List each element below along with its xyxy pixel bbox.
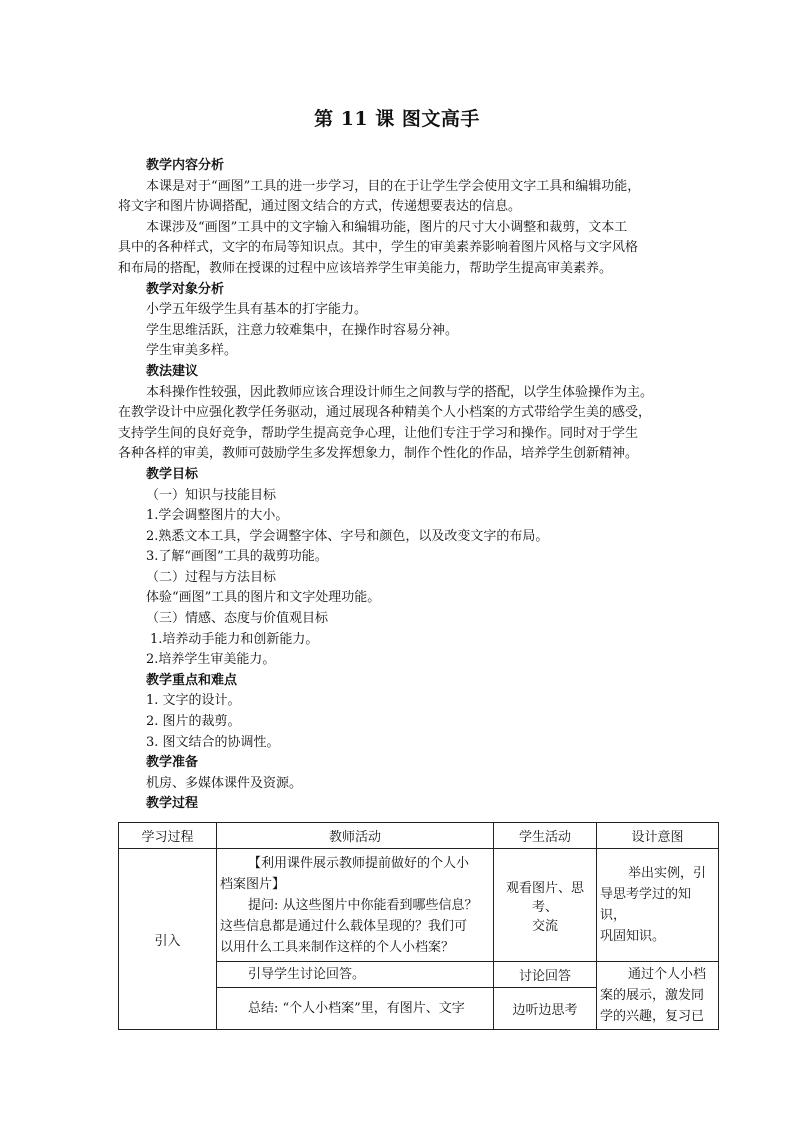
paragraph-line: 具中的各种样式，文字的布局等知识点。其中，学生的审美素养影响着图片风格与文字风格 xyxy=(118,240,639,256)
list-item: 1. 文字的设计。 xyxy=(146,693,241,709)
list-item: 2.培养学生审美能力。 xyxy=(146,652,276,668)
cell-line: 举出实例，引 xyxy=(628,866,707,881)
student-activity-cell: 讨论回答 xyxy=(494,962,597,988)
design-intent-cell xyxy=(597,962,719,1030)
section-heading-teaching-suggestions: 教法建议 xyxy=(146,363,199,379)
paragraph-line: 学生思维活跃，注意力较难集中，在操作时容易分神。 xyxy=(146,322,459,338)
stage-cell: 引入 xyxy=(119,849,217,1030)
paragraph-line: 将文字和图片协调搭配，通过图文结合的方式，传递想要表达的信息。 xyxy=(118,199,522,215)
cell-line: 【利用课件展示教师提前做好的个人小 xyxy=(248,855,470,871)
paragraph-line: 本科操作性较强，因此教师应该合理设计师生之间教与学的搭配，以学生体验操作为主。 xyxy=(146,384,654,400)
teacher-activity-cell: 引导学生讨论回答。 xyxy=(217,962,494,988)
cell-line: 提问: 从这些图片中你能看到哪些信息？ xyxy=(248,897,478,913)
paragraph-line: 各种各样的审美，教师可鼓励学生多发挥想象力，制作个性化的作品，培养学生创新精神。 xyxy=(118,446,639,462)
section-heading-teaching-goals: 教学目标 xyxy=(146,466,199,482)
cell-line: 导思考学过的知识， xyxy=(600,887,692,923)
subheading-process-method: （二）过程与方法目标 xyxy=(146,569,277,585)
paragraph-line: 本课是对于“画图”工具的进一步学习，目的在于让学生学会使用文字工具和编辑功能， xyxy=(146,178,641,194)
lesson-title: 第 11 课 图文高手 xyxy=(314,108,480,130)
teacher-activity-cell xyxy=(217,849,494,962)
subheading-knowledge-skills: （一）知识与技能目标 xyxy=(146,487,277,503)
cell-line: 交流 xyxy=(531,918,558,934)
cell-line: 通过个人小档 xyxy=(628,967,707,982)
lesson-content xyxy=(118,156,678,815)
section-heading-content-analysis: 教学内容分析 xyxy=(146,158,225,173)
student-activity-cell xyxy=(494,849,597,962)
student-activity-cell: 边听边思考 xyxy=(494,988,597,1030)
teacher-activity-cell: 总结: “个人小档案”里，有图片、文字 xyxy=(217,988,494,1030)
cell-line: 巩固知识。 xyxy=(600,929,666,944)
list-item: 1.学会调整图片的大小。 xyxy=(146,508,289,524)
cell-line: 观看图片、思考、 xyxy=(505,880,584,915)
table-header-row xyxy=(119,823,719,849)
section-heading-student-analysis: 教学对象分析 xyxy=(146,281,225,297)
paragraph-line: 机房、多媒体课件及资源。 xyxy=(146,775,303,791)
section-heading-key-points: 教学重点和难点 xyxy=(146,672,238,688)
cell-line: 案的展示，激发同 xyxy=(600,988,705,1003)
paragraph-line: 在教学设计中应强化教学任务驱动，通过展现各种精美个人小档案的方式带给学生美的感受， xyxy=(118,405,652,421)
paragraph-line: 支持学生间的良好竞争，帮助学生提高竞争心理，让他们专注于学习和操作。同时对于学生 xyxy=(118,425,639,441)
cell-line: 学的兴趣，复习已 xyxy=(600,1009,705,1024)
table-header-cell: 学生活动 xyxy=(494,823,597,849)
cell-line: 档案图片】 xyxy=(220,876,286,892)
design-intent-cell xyxy=(597,849,719,962)
table-header-cell: 教师活动 xyxy=(217,823,494,849)
cell-line: 这些信息都是通过什么载体呈现的？我们可 xyxy=(220,918,468,934)
paragraph-line: 和布局的搭配，教师在授课的过程中应该培养学生审美能力，帮助学生提高审美素养。 xyxy=(118,260,613,276)
section-heading-teaching-process: 教学过程 xyxy=(146,796,199,812)
subheading-emotion-values: （三）情感、态度与价值观目标 xyxy=(146,611,329,627)
list-item: 2.熟悉文本工具，学会调整字体、字号和颜色，以及改变文字的布局。 xyxy=(146,528,549,544)
paragraph-line: 学生审美多样。 xyxy=(146,343,238,359)
list-item: 2. 图片的裁剪。 xyxy=(146,714,241,730)
list-item: 体验“画图”工具的图片和文字处理功能。 xyxy=(146,590,381,606)
cell-line: 以用什么工具来制作这样的个人小档案？ xyxy=(220,939,455,955)
table-header-cell: 设计意图 xyxy=(597,823,719,849)
section-heading-preparation: 教学准备 xyxy=(146,755,199,771)
table-header-cell: 学习过程 xyxy=(119,823,217,849)
teaching-process-table xyxy=(118,822,719,1030)
paragraph-line: 本课涉及“画图”工具中的文字输入和编辑功能，图片的尺寸大小调整和裁剪，文本工 xyxy=(146,219,628,235)
paragraph-line: 小学五年级学生具有基本的打字能力。 xyxy=(146,302,368,318)
table-row xyxy=(119,849,719,962)
list-item: 3. 图文结合的协调性。 xyxy=(146,734,280,750)
list-item: 1.培养动手能力和创新能力。 xyxy=(150,631,319,647)
list-item: 3.了解“画图”工具的裁剪功能。 xyxy=(146,549,328,565)
